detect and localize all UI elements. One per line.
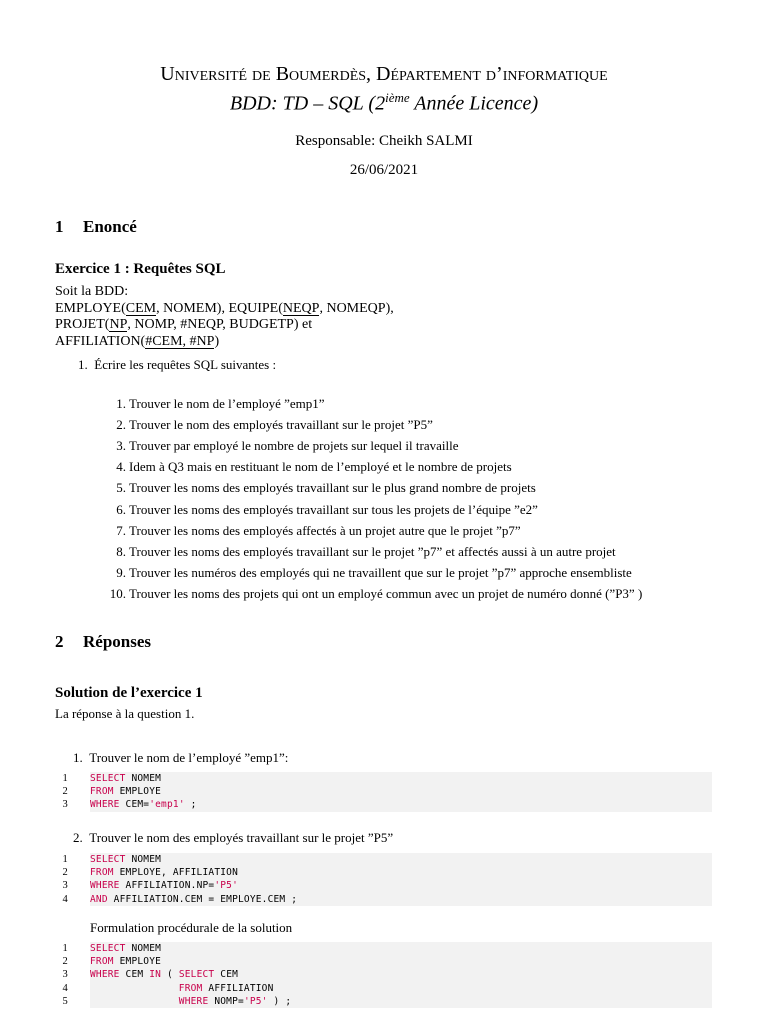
sql-keyword: AND (90, 893, 108, 905)
query-text: Trouver le nom de l’employé ”emp1” (129, 396, 325, 411)
sql-text: ; (184, 799, 197, 811)
query-item (100, 544, 616, 560)
query-text: Idem à Q3 mais en restituant le nom de l’employé et le nombre de projets (129, 459, 512, 475)
query-number: 2. (116, 417, 126, 433)
query-item (100, 586, 642, 602)
code-line (62, 982, 712, 995)
sql-string: 'P5' (214, 880, 239, 892)
sql-keyword: SELECT (178, 969, 215, 981)
query-item (100, 396, 325, 412)
query-number: 6. (116, 501, 126, 517)
query-item (100, 438, 458, 454)
sql-text: NOMEM (125, 773, 162, 784)
query-item (100, 565, 632, 581)
author-line: Responsable: Cheikh SALMI (295, 133, 473, 149)
line-number: 2 (62, 867, 68, 879)
query-number: 7. (116, 522, 126, 538)
sql-keyword: SELECT (90, 773, 126, 784)
code-block-answer-2 (62, 853, 712, 906)
section-heading-enonce: 1 Enoncé (55, 217, 137, 236)
answer-item-1: 1. Trouver le nom de l’employé ”emp1”: (73, 750, 289, 765)
query-number: 4. (116, 459, 126, 475)
code-line (62, 866, 712, 879)
code-block-procedural (62, 942, 712, 1008)
sql-text: EMPLOYE (113, 956, 162, 968)
query-number: 10. (109, 585, 126, 601)
sql-text: EMPLOYE (113, 786, 162, 798)
code-line (62, 893, 712, 906)
code-line (62, 995, 712, 1008)
query-text: Trouver les noms des employés travaillant sur le plus grand nombre de projets (129, 480, 536, 496)
sql-text: EMPLOYE, AFFILIATION (113, 867, 238, 879)
sql-text: CEM (214, 969, 239, 981)
query-item (100, 523, 521, 539)
sql-keyword: WHERE (90, 799, 120, 811)
code-line (62, 968, 712, 981)
line-number: 1 (62, 773, 68, 784)
sql-text: NOMEM (125, 943, 162, 954)
query-text: Trouver les noms des employés affectés à un projet autre que le projet ”p7” (129, 522, 521, 538)
query-item (100, 480, 536, 496)
sql-keyword: IN (149, 969, 162, 981)
sql-string: 'emp1' (149, 799, 185, 811)
sql-text: CEM= (119, 799, 150, 811)
sql-keyword: WHERE (90, 880, 120, 892)
sql-keyword: SELECT (90, 943, 126, 954)
code-line (62, 772, 712, 785)
query-number: 3. (116, 438, 126, 454)
query-text: Trouver le nom des employés travaillant sur le projet ”P5” (129, 417, 433, 433)
sql-text: NOMEM (125, 854, 162, 865)
line-number: 1 (62, 854, 68, 865)
line-number: 4 (62, 893, 68, 905)
answer-item-2: 2. Trouver le nom des employés travaillant sur le projet ”P5” (73, 830, 394, 845)
line-number: 5 (62, 995, 68, 1007)
sql-keyword: FROM (90, 786, 114, 798)
code-line (62, 942, 712, 955)
sql-keyword: FROM (90, 867, 114, 879)
sql-keyword: WHERE (178, 995, 209, 1007)
schema-employe-equipe: EMPLOYE(CEM, NOMEM), EQUIPE(NEQP, NOMEQP), (55, 301, 394, 316)
line-number: 4 (62, 982, 68, 994)
query-text: Trouver les numéros des employés qui ne travaillent que sur le projet ”p7” approche ensembliste (129, 564, 632, 580)
document-date: 26/06/2021 (349, 162, 419, 178)
list-item: 1. Écrire les requêtes SQL suivantes : (78, 357, 277, 372)
exercise-title: Exercice 1 : Requêtes SQL (55, 261, 226, 277)
document-title: Université de Boumerdès, Département d’informatique (160, 63, 608, 85)
query-text: Trouver les noms des employés travaillant sur tous les projets de l’équipe ”e2” (129, 501, 538, 517)
code-block-answer-1 (62, 772, 712, 812)
code-line (62, 879, 712, 892)
exercise-intro: Soit la BDD: (55, 284, 129, 299)
sql-text: ) ; (267, 995, 292, 1007)
code-line (62, 798, 712, 811)
sql-text (90, 996, 179, 1007)
query-number: 1. (116, 396, 126, 411)
sql-string: 'P5' (243, 995, 268, 1007)
code-line (62, 955, 712, 968)
sql-text: CEM (119, 969, 150, 981)
sql-text: AFFILIATION (202, 982, 274, 994)
section-heading-reponses: 2 Réponses (55, 632, 152, 651)
line-number: 1 (62, 943, 68, 954)
sql-text (90, 983, 179, 994)
query-text: Trouver par employé le nombre de projets sur lequel il travaille (129, 438, 459, 454)
solution-intro: La réponse à la question 1. (55, 706, 195, 721)
sql-text: NOMP= (208, 995, 244, 1007)
query-number: 5. (116, 480, 126, 496)
document-subtitle: BDD: TD – SQL (2ième Année Licence) (229, 90, 539, 115)
line-number: 2 (62, 786, 68, 798)
code-line (62, 785, 712, 798)
schema-affiliation: AFFILIATION(#CEM, #NP) (55, 334, 220, 349)
sql-keyword: WHERE (90, 969, 120, 981)
query-number: 8. (116, 543, 126, 559)
sql-keyword: FROM (178, 982, 203, 994)
line-number: 3 (62, 799, 68, 811)
query-number: 9. (116, 564, 126, 580)
line-number: 2 (62, 956, 68, 968)
code-line (62, 853, 712, 866)
sql-text: AFFILIATION.NP= (119, 880, 215, 892)
solution-title: Solution de l’exercice 1 (55, 685, 203, 701)
query-item (100, 459, 512, 475)
schema-projet: PROJET(NP, NOMP, #NEQP, BUDGETP) et (55, 317, 313, 332)
sql-keyword: SELECT (90, 854, 126, 865)
query-text: Trouver les noms des employés travaillant sur le projet ”p7” et affectés aussi à un autre projet (129, 543, 616, 559)
query-item (100, 417, 433, 433)
line-number: 3 (62, 880, 68, 892)
sql-text: ( (161, 969, 179, 981)
line-number: 3 (62, 969, 68, 981)
query-text: Trouver les noms des projets qui ont un employé commun avec un projet de numéro donné (”P3” ) (129, 585, 643, 601)
procedural-label: Formulation procédurale de la solution (90, 920, 293, 935)
query-item (100, 502, 538, 518)
sql-keyword: FROM (90, 956, 114, 968)
sql-text: AFFILIATION.CEM = EMPLOYE.CEM ; (107, 893, 298, 905)
